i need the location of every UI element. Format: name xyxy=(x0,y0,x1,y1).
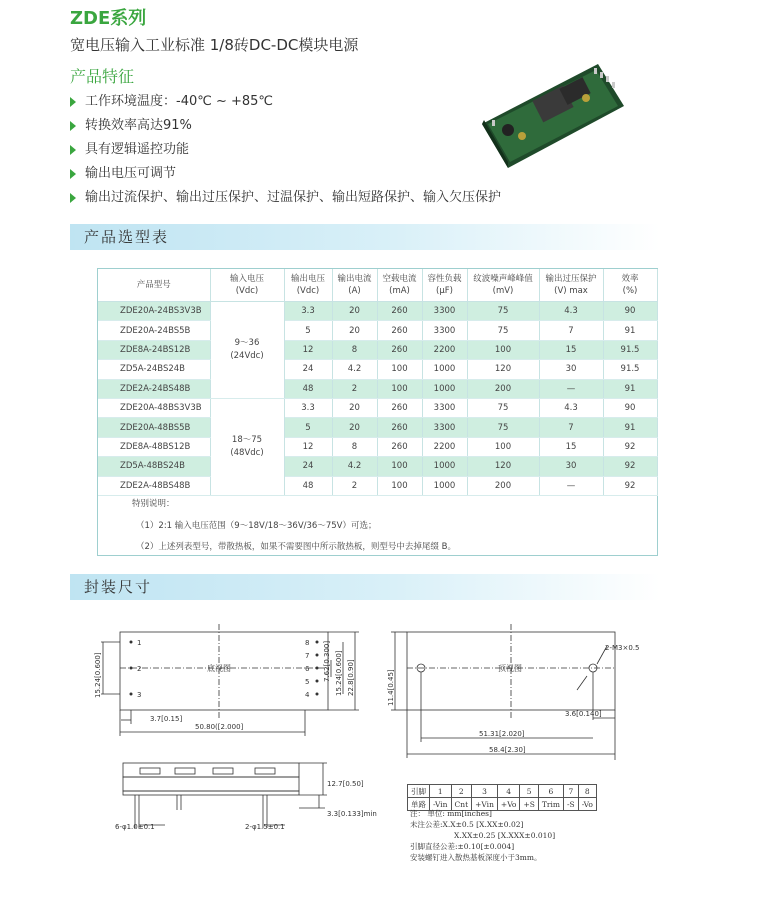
table-cell: 90 xyxy=(603,398,657,417)
table-cell: 100 xyxy=(377,457,422,476)
model-cell: ZDE20A-48BS5B xyxy=(98,418,210,437)
package-note: X.XX±0.25 [X.XXX±0.010] xyxy=(454,831,556,840)
table-cell: 1000 xyxy=(422,379,467,398)
table-cell: 20 xyxy=(332,418,377,437)
input-voltage-cell: 18～75 (48Vdc) xyxy=(210,398,284,495)
table-cell: 12 xyxy=(284,437,332,456)
dim-label: 6-φ1.0±0.1 xyxy=(115,823,155,831)
model-cell: ZDE2A-24BS48B xyxy=(98,379,210,398)
table-header-row xyxy=(98,269,657,302)
table-cell: 2200 xyxy=(422,437,467,456)
dim-label: 50.80([2.000] xyxy=(195,723,244,731)
table-cell: 91 xyxy=(603,379,657,398)
pin-label: 4 xyxy=(305,691,310,699)
model-cell: ZDE20A-24BS3V3B xyxy=(98,302,210,321)
section-header-selection: 产品选型表 xyxy=(70,224,660,250)
col-header: 输出电压 (Vdc) xyxy=(284,269,332,302)
col-header: 输入电压 (Vdc) xyxy=(210,269,284,302)
series-title: ZDE系列 xyxy=(70,8,147,29)
col-header: 纹波噪声峰峰值 (mV) xyxy=(467,269,539,302)
table-cell: 3.3 xyxy=(284,398,332,417)
table-cell: 75 xyxy=(467,302,539,321)
table-cell: 75 xyxy=(467,321,539,340)
model-cell: ZDE20A-24BS5B xyxy=(98,321,210,340)
table-cell: 12 xyxy=(284,340,332,359)
table-cell: 5 xyxy=(284,321,332,340)
table-cell: 100 xyxy=(467,437,539,456)
table-cell: 24 xyxy=(284,360,332,379)
model-cell: ZDE8A-48BS12B xyxy=(98,437,210,456)
table-row xyxy=(98,302,657,321)
model-cell: ZDE2A-48BS48B xyxy=(98,476,210,495)
dim-label: 22.8[0.90] xyxy=(347,659,355,696)
table-cell: 20 xyxy=(332,302,377,321)
table-cell: 4.2 xyxy=(332,360,377,379)
table-row xyxy=(98,340,657,359)
col-header: 效率 (%) xyxy=(603,269,657,302)
table-cell: 2200 xyxy=(422,340,467,359)
feature-item: 工作环境温度：-40℃ ~ +85℃ xyxy=(70,90,501,114)
table-cell: — xyxy=(539,379,603,398)
dim-label: 7.62[0.300] xyxy=(323,640,331,682)
table-cell: 120 xyxy=(467,360,539,379)
package-note: 注： 单位: mm[inches] xyxy=(410,809,492,818)
feature-list xyxy=(70,90,501,210)
pin-label: 8 xyxy=(305,639,310,647)
table-cell: 24 xyxy=(284,457,332,476)
notes-title: 特别说明： xyxy=(132,499,175,509)
table-cell: 3300 xyxy=(422,302,467,321)
table-cell: 2 xyxy=(332,379,377,398)
note-line: （2）上述列表型号，带散热板，如果不需要图中所示散热板，则型号中去掉尾缀 B。 xyxy=(136,542,456,552)
table-cell: 91.5 xyxy=(603,360,657,379)
col-header: 容性负载 (μF) xyxy=(422,269,467,302)
table-cell: 7 xyxy=(539,321,603,340)
package-drawing xyxy=(95,620,675,910)
model-cell: ZD5A-48BS24B xyxy=(98,457,210,476)
table-cell: 20 xyxy=(332,321,377,340)
table-cell: 8 xyxy=(332,437,377,456)
dim-label: 15.24[0.600] xyxy=(94,652,102,698)
feature-item: 输出过流保护、输出过压保护、过温保护、输出短路保护、输入欠压保护 xyxy=(70,186,501,210)
dim-label: 2-M3×0.5 xyxy=(605,644,640,652)
table-cell: 260 xyxy=(377,398,422,417)
table-cell: 100 xyxy=(377,476,422,495)
table-cell: 100 xyxy=(377,360,422,379)
table-row xyxy=(98,437,657,456)
table-row xyxy=(98,379,657,398)
table-cell: 200 xyxy=(467,379,539,398)
table-row xyxy=(98,321,657,340)
table-cell: 92 xyxy=(603,437,657,456)
table-cell: 3300 xyxy=(422,321,467,340)
bullet-triangle-icon xyxy=(70,145,76,155)
package-note: 安装螺钉进入散热基板深度小于3mm。 xyxy=(410,853,542,862)
table-cell: 260 xyxy=(377,302,422,321)
table-cell: 92 xyxy=(603,476,657,495)
table-cell: 92 xyxy=(603,457,657,476)
feature-item: 具有逻辑遥控功能 xyxy=(70,138,501,162)
table-cell: 90 xyxy=(603,302,657,321)
dim-label: 2-φ1.5±0.1 xyxy=(245,823,285,831)
bullet-triangle-icon xyxy=(70,193,76,203)
table-row xyxy=(98,476,657,495)
table-cell: 260 xyxy=(377,437,422,456)
col-header: 产品型号 xyxy=(98,269,210,302)
table-row xyxy=(98,457,657,476)
table-cell: — xyxy=(539,476,603,495)
package-note: 引脚直径公差:±0.10[±0.004] xyxy=(410,842,515,851)
section-header-package: 封装尺寸 xyxy=(70,574,660,600)
table-cell: 3300 xyxy=(422,398,467,417)
table-cell: 91.5 xyxy=(603,340,657,359)
product-subtitle: 宽电压输入工业标准 1/8砖DC-DC模块电源 xyxy=(70,36,359,54)
pin-label: 6 xyxy=(305,665,310,673)
pin-label: 1 xyxy=(137,639,142,647)
table-cell: 48 xyxy=(284,476,332,495)
bullet-triangle-icon xyxy=(70,169,76,179)
table-cell: 1000 xyxy=(422,457,467,476)
table-cell: 7 xyxy=(539,418,603,437)
table-cell: 200 xyxy=(467,476,539,495)
col-header: 输出过压保护 (V) max xyxy=(539,269,603,302)
bullet-triangle-icon xyxy=(70,121,76,131)
model-cell: ZD5A-24BS24B xyxy=(98,360,210,379)
col-header: 空载电流 (mA) xyxy=(377,269,422,302)
col-header: 输出电流 (A) xyxy=(332,269,377,302)
dim-label: 51.31[2.020] xyxy=(479,730,525,738)
table-cell: 2 xyxy=(332,476,377,495)
dim-label: 58.4[2.30] xyxy=(489,746,526,754)
pin-label: 3 xyxy=(137,691,142,699)
table-cell: 15 xyxy=(539,437,603,456)
table-cell: 91 xyxy=(603,321,657,340)
table-cell: 48 xyxy=(284,379,332,398)
package-note: 未注公差:X.X±0.5 [X.XX±0.02] xyxy=(410,820,524,829)
bottom-view-label: 底视图 xyxy=(207,664,231,673)
top-view-label: 顶视图 xyxy=(498,664,522,673)
table-row xyxy=(98,360,657,379)
pin-label: 2 xyxy=(137,665,142,673)
input-voltage-cell: 9～36 (24Vdc) xyxy=(210,302,284,399)
dim-label: 3.6[0.140] xyxy=(565,710,602,718)
pin-label: 5 xyxy=(305,678,310,686)
table-cell: 260 xyxy=(377,340,422,359)
table-cell: 8 xyxy=(332,340,377,359)
feature-item: 输出电压可调节 xyxy=(70,162,501,186)
dim-label: 11.4[0.45] xyxy=(387,669,395,706)
table-cell: 1000 xyxy=(422,476,467,495)
table-cell: 75 xyxy=(467,398,539,417)
table-cell: 15 xyxy=(539,340,603,359)
table-cell: 4.3 xyxy=(539,302,603,321)
package-notes xyxy=(410,808,555,863)
table-cell: 5 xyxy=(284,418,332,437)
bullet-triangle-icon xyxy=(70,97,76,107)
feature-item: 转换效率高达91% xyxy=(70,114,501,138)
pin-function-table xyxy=(407,784,597,811)
dim-label: 12.7[0.50] xyxy=(327,780,364,788)
table-cell: 75 xyxy=(467,418,539,437)
table-cell: 4.3 xyxy=(539,398,603,417)
table-row xyxy=(98,398,657,417)
model-cell: ZDE8A-24BS12B xyxy=(98,340,210,359)
pin-function-row: 单路 -Vin Cnt +Vin +Vo +S Trim -S -Vo xyxy=(408,798,597,811)
selection-table xyxy=(98,269,658,496)
table-cell: 1000 xyxy=(422,360,467,379)
selection-table-box xyxy=(97,268,658,556)
pin-label: 7 xyxy=(305,652,310,660)
table-cell: 100 xyxy=(467,340,539,359)
module-photo xyxy=(478,62,626,170)
table-row xyxy=(98,418,657,437)
table-cell: 100 xyxy=(377,379,422,398)
table-cell: 3.3 xyxy=(284,302,332,321)
model-cell: ZDE20A-48BS3V3B xyxy=(98,398,210,417)
table-cell: 4.2 xyxy=(332,457,377,476)
note-line: （1）2:1 输入电压范围（9～18V/18～36V/36～75V）可选； xyxy=(136,521,377,531)
table-cell: 30 xyxy=(539,360,603,379)
dim-label: 3.7[0.15] xyxy=(150,715,183,723)
features-heading: 产品特征 xyxy=(70,67,135,86)
dim-label: 3.3[0.133]min xyxy=(327,810,377,818)
table-cell: 3300 xyxy=(422,418,467,437)
dim-label: 15.24[0.600] xyxy=(335,650,343,696)
table-cell: 260 xyxy=(377,418,422,437)
table-cell: 30 xyxy=(539,457,603,476)
table-cell: 120 xyxy=(467,457,539,476)
table-cell: 91 xyxy=(603,418,657,437)
pin-number-row: 引脚 1 2 3 4 5 6 7 8 xyxy=(408,785,597,798)
table-cell: 260 xyxy=(377,321,422,340)
table-cell: 20 xyxy=(332,398,377,417)
